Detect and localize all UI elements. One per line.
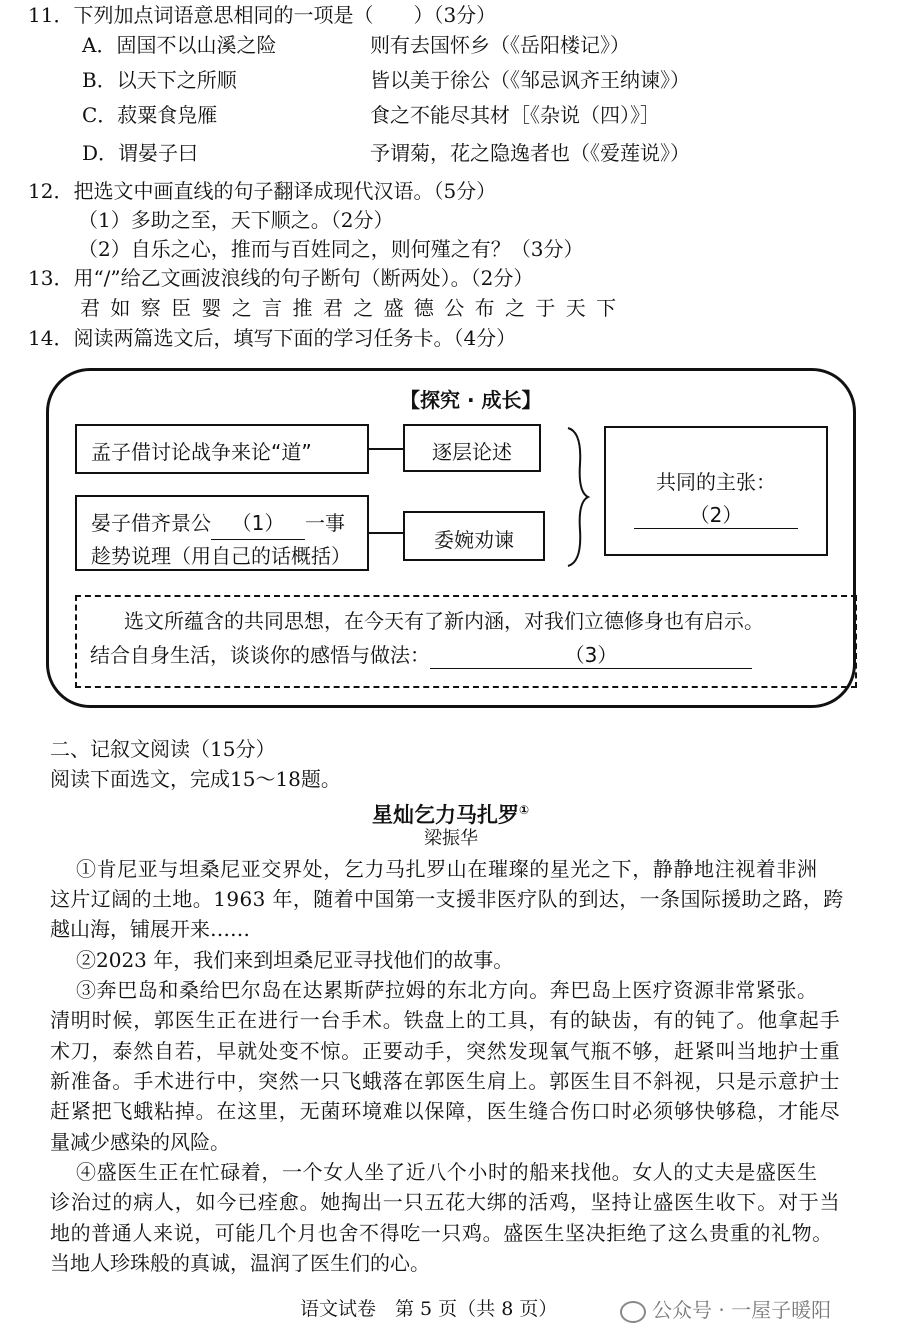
q11-stem: 11．下列加点词语意思相同的一项是（ ）（3分）: [28, 3, 497, 27]
reflection-line-1: 选文所蕴含的共同思想，在今天有了新内涵，对我们立德修身也有启示。: [124, 609, 764, 633]
q11-option-c-pair: 食之不能尽其材［《杂说（四）》］: [370, 103, 660, 127]
blank-3[interactable]: （3）: [430, 642, 752, 669]
connector-2: [369, 532, 403, 534]
blank-1[interactable]: （1）: [211, 507, 305, 540]
paragraph-line: 诊治过的病人，如今已痊愈。她掏出一只五花大绑的活鸡，坚持让盛医生收下。对于当: [50, 1190, 841, 1214]
q11-option-b-pair: 皆以美于徐公（《邹忌讽齐王纳谏》）: [370, 68, 690, 92]
article-title: [372, 797, 529, 828]
tag-layered-text: 逐层论述: [432, 440, 512, 464]
article-title-note: ①: [519, 803, 530, 817]
paragraph-line: 当地人珍珠般的真诚，温润了医生们的心。: [50, 1251, 430, 1275]
paragraph-line: 量减少感染的风险。: [50, 1130, 230, 1154]
box-mencius-text: 孟子借讨论战争来论“道”: [91, 440, 312, 464]
box-yanzi-text-c: 趁势说理（用自己的话概括）: [91, 544, 351, 568]
q11-option-d-pair: 予谓菊，花之隐逸者也（《爱莲说》）: [370, 141, 690, 165]
paragraph-line: 清明时候，郭医生正在进行一台手术。铁盘上的工具，有的缺齿，有的钝了。他拿起手: [50, 1008, 841, 1032]
q11-option-c: C．菽粟食凫雁: [82, 103, 218, 127]
paragraph-line: ④盛医生正在忙碌着，一个女人坐了近八个小时的船来找他。女人的丈夫是盛医生: [76, 1160, 818, 1184]
q12-stem: 12．把选文中画直线的句子翻译成现代汉语。（5分）: [28, 179, 497, 203]
tag-tactful-text: 委婉劝谏: [434, 528, 514, 552]
section2-instruction: 阅读下面选文，完成15～18题。: [50, 767, 341, 791]
brace: [558, 424, 592, 570]
box-yanzi-text-b: 一事: [305, 511, 345, 535]
wechat-icon: [620, 1301, 646, 1323]
q13-stem: 13．用“/”给乙文画波浪线的句子断句（断两处）。（2分）: [28, 266, 534, 290]
paragraph-line: 新准备。手术进行中，突然一只飞蛾落在郭医生肩上。郭医生目不斜视，只是示意护士: [50, 1069, 841, 1093]
watermark-text: 公众号 · 一屋子暖阳: [652, 1298, 832, 1322]
article-title-text: 星灿乞力马扎罗: [372, 803, 519, 827]
section2-heading: 二、记叙文阅读（15分）: [50, 737, 276, 761]
paragraph-line: 地的普通人来说，可能几个月也舍不得吃一只鸡。盛医生坚决拒绝了这么贵重的礼物。: [50, 1221, 833, 1245]
connector-1: [369, 448, 403, 450]
q11-option-b: B．以天下之所顺: [82, 68, 237, 92]
q11-option-a: A．固国不以山溪之险: [82, 33, 277, 57]
paragraph-line: ③奔巴岛和桑给巴尔岛在达累斯萨拉姆的东北方向。奔巴岛上医疗资源非常紧张。: [76, 978, 818, 1002]
q13-text: 君 如 察 臣 婴 之 言 推 君 之 盛 德 公 布 之 于 天 下: [80, 296, 619, 320]
paragraph-line: 越山海，铺展开来……: [50, 917, 250, 941]
page-footer: 语文试卷 第 5 页（共 8 页）: [300, 1298, 558, 1320]
box-yanzi: [75, 495, 369, 571]
paragraph-line: 这片辽阔的土地。1963 年，随着中国第一支援非医疗队的到达，一条国际援助之路，跨: [50, 887, 844, 911]
paragraph-line: ②2023 年，我们来到坦桑尼亚寻找他们的故事。: [76, 948, 514, 972]
watermark: [620, 1294, 831, 1323]
paragraph-line: ①肯尼亚与坦桑尼亚交界处，乞力马扎罗山在璀璨的星光之下，静静地注视着非洲: [76, 857, 818, 881]
common-claim-label: 共同的主张：: [656, 470, 776, 494]
article-author: 梁振华: [424, 828, 478, 849]
q12-sentence-2: （2）自乐之心，推而与百姓同之，则何殣之有？（3分）: [78, 237, 584, 261]
common-claim-box: [604, 426, 828, 556]
q12-sentence-1: （1）多助之至，天下顺之。（2分）: [78, 208, 394, 232]
reflection-line-2-text: 结合自身生活，谈谈你的感悟与做法：: [90, 643, 430, 667]
q11-option-a-pair: 则有去国怀乡（《岳阳楼记》）: [370, 33, 630, 57]
task-card-title: 【探究 · 成长】: [400, 388, 542, 412]
box-mencius: [75, 424, 369, 474]
tag-layered: [403, 424, 541, 472]
q14-stem: 14．阅读两篇选文后，填写下面的学习任务卡。（4分）: [28, 326, 517, 350]
tag-tactful: [403, 511, 545, 561]
blank-2[interactable]: （2）: [634, 499, 798, 529]
paragraph-line: 术刀，泰然自若，早就处变不惊。正要动手，突然发现氧气瓶不够，赶紧叫当地护士重: [50, 1039, 841, 1063]
paragraph-line: 赶紧把飞蛾粘掉。在这里，无菌环境难以保障，医生缝合伤口时必须够快够稳，才能尽: [50, 1099, 841, 1123]
box-yanzi-text-a: 晏子借齐景公: [91, 511, 211, 535]
reflection-line-2: [90, 642, 752, 669]
q11-option-d: D．谓晏子曰: [82, 141, 199, 165]
